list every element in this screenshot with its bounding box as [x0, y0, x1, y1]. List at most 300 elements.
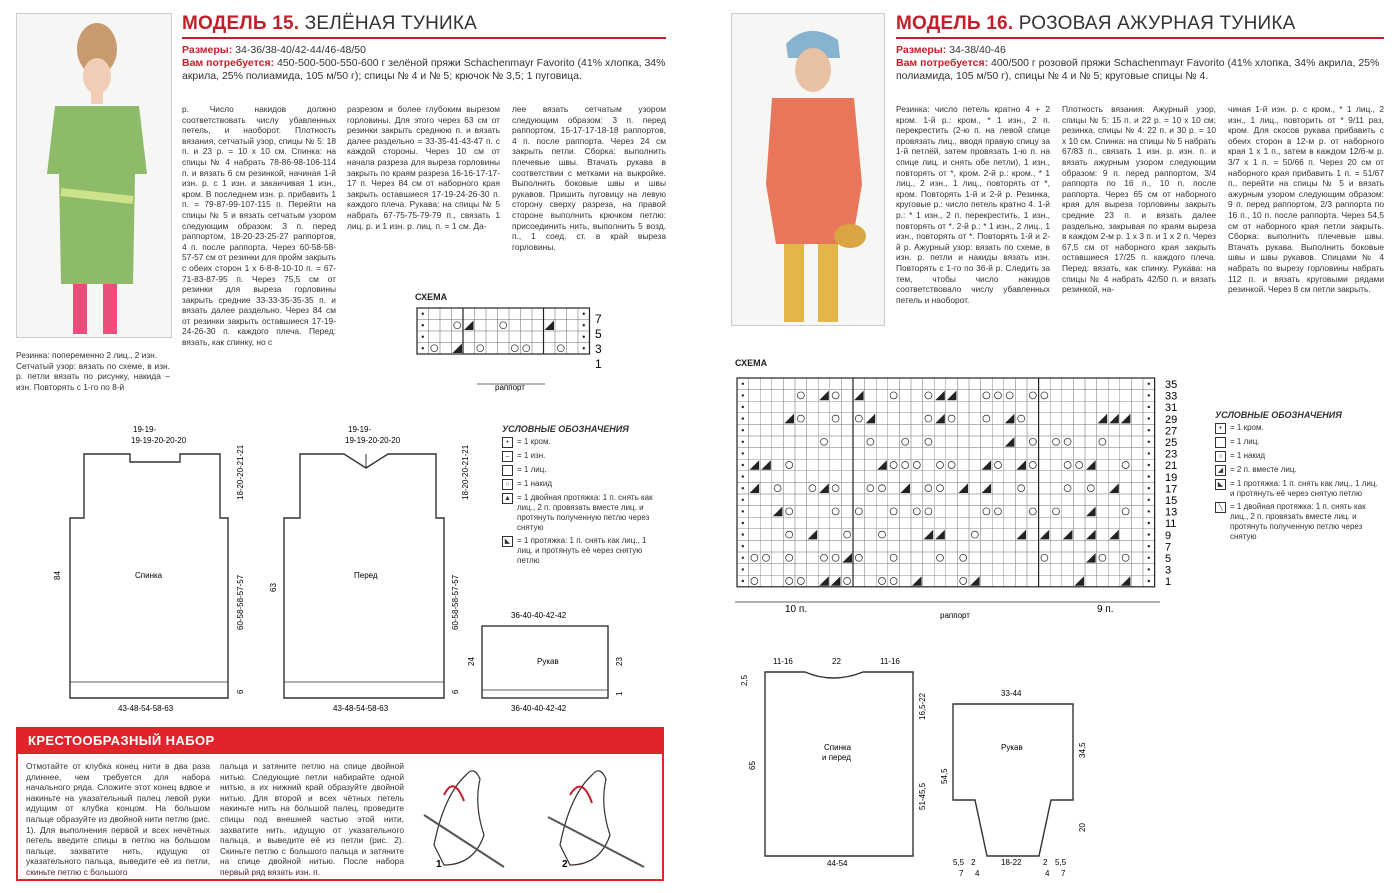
schema-cell	[1004, 390, 1016, 402]
schema-cell	[1004, 471, 1016, 483]
schema-cell	[1039, 378, 1051, 390]
schema-cell	[923, 390, 935, 402]
model16-schema-row-numbers	[1165, 379, 1177, 588]
schema-cell	[946, 378, 958, 390]
schema-cell	[888, 506, 900, 518]
schema-symbol	[583, 336, 585, 338]
schema-cell	[992, 506, 1004, 518]
schema-cell	[818, 529, 830, 541]
schema-cell	[1120, 482, 1132, 494]
schema-symbol	[1087, 485, 1094, 492]
model16-schema-row-number: 27	[1165, 425, 1178, 438]
schema-cell	[1039, 564, 1051, 576]
schema-cell	[981, 378, 993, 390]
model15-front-rib: 6	[451, 689, 460, 694]
schema-symbol	[925, 508, 932, 515]
schema-cell	[853, 540, 865, 552]
schema-cell	[760, 494, 772, 506]
schema-cell	[1097, 552, 1109, 564]
schema-symbol	[477, 345, 484, 352]
schema-symbol	[422, 336, 424, 338]
schema-cell	[795, 552, 807, 564]
model16-body-shoulder: 16,5-22	[918, 692, 927, 720]
schema-cell	[969, 529, 981, 541]
schema-cell	[888, 424, 900, 436]
schema-cell	[807, 401, 819, 413]
schema-cell	[521, 343, 533, 355]
schema-cell	[783, 448, 795, 460]
model16-schema-row-number: 21	[1165, 460, 1178, 473]
schema-symbol	[983, 508, 990, 515]
schema-cell	[1073, 506, 1085, 518]
schema-cell	[1097, 517, 1109, 529]
schema-cell	[911, 506, 923, 518]
schema-cell	[876, 448, 888, 460]
schema-cell	[957, 401, 969, 413]
schema-cell	[463, 331, 475, 343]
schema-cell	[429, 331, 441, 343]
model15-patterns	[48, 420, 638, 720]
model16-schema	[735, 374, 1195, 624]
schema-cell	[1039, 482, 1051, 494]
schema-cell	[1004, 494, 1016, 506]
schema-cell	[1050, 529, 1062, 541]
schema-cell	[1039, 459, 1051, 471]
schema-symbol	[808, 530, 818, 540]
schema-cell	[795, 494, 807, 506]
schema-cell	[888, 413, 900, 425]
schema-cell	[1039, 424, 1051, 436]
schema-symbol	[784, 414, 794, 424]
schema-cell	[865, 540, 877, 552]
model15-legend-4: = 1 двойная протяжка: 1 п. снять как лиц., 2 п. провязать вместе лиц. и протянуть полученную петлю через снятую	[517, 493, 653, 532]
knit-icon	[1215, 437, 1226, 448]
schema-symbol	[545, 321, 555, 331]
schema-symbol	[1148, 464, 1150, 466]
schema-cell	[981, 390, 993, 402]
model16-schema-rapport: раппорт	[940, 611, 970, 620]
schema-cell	[783, 564, 795, 576]
schema-symbol	[1064, 462, 1071, 469]
schema-cell	[1085, 424, 1097, 436]
schema-symbol	[742, 533, 744, 535]
model16-schema-grid	[737, 378, 1155, 587]
schema-cell	[992, 436, 1004, 448]
model15-front-label: Перед	[354, 571, 378, 580]
schema-cell	[772, 459, 784, 471]
schema-cell	[1062, 448, 1074, 460]
schema-cell	[865, 529, 877, 541]
model15-sleeve-side: 23	[615, 657, 624, 666]
schema-cell	[934, 564, 946, 576]
model15-title	[182, 13, 477, 35]
schema-cell	[1004, 552, 1016, 564]
schema-cell	[1039, 448, 1051, 460]
schema-cell	[841, 401, 853, 413]
schema-symbol	[1006, 392, 1013, 399]
model16-title	[896, 13, 1296, 35]
schema-cell	[783, 424, 795, 436]
schema-symbol	[1040, 530, 1050, 540]
schema-symbol	[422, 313, 424, 315]
model16-meta	[896, 44, 1384, 83]
schema-cell	[555, 343, 567, 355]
schema-cell	[1050, 564, 1062, 576]
schema-symbol	[890, 392, 897, 399]
schema-cell	[1108, 517, 1120, 529]
model15-number: МОДЕЛЬ 15.	[182, 13, 300, 34]
schema-cell	[1073, 494, 1085, 506]
schema-cell	[841, 482, 853, 494]
schema-cell	[1073, 448, 1085, 460]
schema-symbol	[982, 460, 992, 470]
model15-sleeve-height: 24	[467, 657, 476, 666]
schema-cell	[1120, 494, 1132, 506]
schema-symbol	[1098, 414, 1108, 424]
schema-cell	[946, 424, 958, 436]
schema-symbol	[786, 508, 793, 515]
schema-cell	[818, 448, 830, 460]
schema-cell	[911, 436, 923, 448]
schema-cell	[934, 540, 946, 552]
model16-sleeve-b1: 5,5	[953, 858, 965, 867]
schema-cell	[1027, 424, 1039, 436]
schema-symbol	[1148, 510, 1150, 512]
model16-sleeve-b4: 2	[1043, 858, 1048, 867]
schema-symbol	[902, 438, 909, 445]
schema-symbol	[742, 475, 744, 477]
schema-cell	[544, 343, 556, 355]
model16-schema-right: 9 п.	[1097, 604, 1114, 615]
schema-cell	[992, 401, 1004, 413]
model16-sleeve-rib: 20	[1078, 823, 1087, 832]
schema-cell	[1015, 564, 1027, 576]
schema-cell	[475, 331, 487, 343]
schema-cell	[1027, 529, 1039, 541]
schema-cell	[911, 471, 923, 483]
model15-schema-rapport: раппорт	[495, 383, 525, 392]
schema-cell	[957, 459, 969, 471]
schema-cell	[888, 494, 900, 506]
schema-symbol	[742, 557, 744, 559]
schema-cell	[1027, 459, 1039, 471]
schema-cell	[1027, 494, 1039, 506]
model15-mesh-text: Сетчатый узор: вязать по схеме, в изн. р. петли вязать по рисунку, накида – изн. Повторять с 1-го по 8-й	[16, 360, 170, 392]
schema-cell	[830, 552, 842, 564]
schema-cell	[1062, 436, 1074, 448]
model16-schema-row-number: 13	[1165, 506, 1178, 519]
schema-cell	[911, 390, 923, 402]
schema-cell	[957, 378, 969, 390]
model15-sleeve-label: Рукав	[537, 657, 559, 666]
schema-cell	[981, 413, 993, 425]
schema-cell	[969, 378, 981, 390]
schema-cell	[1062, 401, 1074, 413]
schema-symbol	[925, 438, 932, 445]
schema-cell	[429, 320, 441, 332]
schema-cell	[946, 564, 958, 576]
schema-cell	[795, 448, 807, 460]
schema-cell	[807, 494, 819, 506]
schema-cell	[1131, 482, 1143, 494]
schema-cell	[969, 471, 981, 483]
model16-sleeve-b3: 18-22	[1001, 858, 1022, 867]
schema-cell	[1062, 552, 1074, 564]
schema-cell	[981, 517, 993, 529]
schema-cell	[807, 424, 819, 436]
schema-cell	[992, 459, 1004, 471]
schema-cell	[899, 529, 911, 541]
schema-symbol	[583, 347, 585, 349]
schema-symbol	[1148, 441, 1150, 443]
model15-sleeve-top: 36-40-40-42-42	[511, 611, 567, 620]
schema-cell	[1073, 459, 1085, 471]
schema-cell	[760, 471, 772, 483]
schema-cell	[749, 494, 761, 506]
schema-cell	[888, 540, 900, 552]
schema-symbol	[1041, 392, 1048, 399]
schema-symbol	[1076, 462, 1083, 469]
schema-cell	[807, 436, 819, 448]
schema-cell	[749, 529, 761, 541]
schema-cell	[760, 552, 772, 564]
schema-cell	[1097, 540, 1109, 552]
schema-cell	[957, 471, 969, 483]
schema-symbol	[913, 462, 920, 469]
schema-cell	[981, 552, 993, 564]
schema-cell	[555, 308, 567, 320]
schema-cell	[841, 390, 853, 402]
schema-cell	[1108, 506, 1120, 518]
model16-legend-1: = 1 лиц.	[1230, 437, 1260, 446]
schema-cell	[934, 482, 946, 494]
schema-cell	[1120, 390, 1132, 402]
schema-cell	[440, 320, 452, 332]
schema-cell	[830, 424, 842, 436]
schema-symbol	[797, 392, 804, 399]
model16-sleeve-piece	[953, 704, 1073, 856]
schema-cell	[853, 506, 865, 518]
schema-cell	[807, 575, 819, 587]
schema-cell	[1085, 494, 1097, 506]
schema-cell	[1108, 448, 1120, 460]
schema-cell	[923, 436, 935, 448]
schema-cell	[876, 390, 888, 402]
model16-sizes: 34-38/40-46	[949, 44, 1006, 56]
schema-cell	[1015, 448, 1027, 460]
schema-symbol	[855, 415, 862, 422]
schema-cell	[1050, 517, 1062, 529]
schema-cell	[567, 308, 579, 320]
schema-cell	[486, 320, 498, 332]
model15-photo-illustration	[17, 14, 171, 337]
model15-front-side-top: 18-20-20-21-21	[461, 444, 470, 500]
schema-symbol	[913, 508, 920, 515]
schema-symbol	[774, 485, 781, 492]
schema-symbol	[983, 392, 990, 399]
model15-front-top: 19-19-20-20-20	[345, 436, 401, 445]
schema-cell	[1050, 436, 1062, 448]
schema-symbol	[809, 485, 816, 492]
schema-cell	[1015, 517, 1027, 529]
schema-symbol	[742, 522, 744, 524]
schema-cell	[1073, 413, 1085, 425]
schema-symbol	[937, 554, 944, 561]
schema-cell	[876, 471, 888, 483]
model16-sleeve-side: 34,5	[1078, 742, 1087, 758]
schema-cell	[795, 540, 807, 552]
schema-cell	[934, 378, 946, 390]
schema-cell	[807, 448, 819, 460]
schema-cell	[772, 517, 784, 529]
schema-symbol	[844, 578, 851, 585]
schema-cell	[532, 308, 544, 320]
schema-cell	[772, 436, 784, 448]
model16-photo-illustration	[732, 14, 884, 325]
schema-symbol	[995, 462, 1002, 469]
model15-sizes: 34-36/38-40/42-44/46-48/50	[235, 44, 366, 56]
schema-cell	[946, 471, 958, 483]
model16-schema-row-number: 29	[1165, 413, 1178, 426]
schema-cell	[957, 540, 969, 552]
model16-name: РОЗОВАЯ АЖУРНАЯ ТУНИКА	[1018, 13, 1296, 34]
selvedge-icon: •	[502, 437, 513, 448]
schema-symbol	[1053, 508, 1060, 515]
model16-sleeve-top: 33-44	[1001, 689, 1022, 698]
schema-cell	[923, 424, 935, 436]
schema-cell	[865, 448, 877, 460]
schema-cell	[865, 482, 877, 494]
schema-cell	[452, 320, 464, 332]
model15-legend-title: УСЛОВНЫЕ ОБОЗНАЧЕНИЯ	[502, 424, 629, 434]
cast-on-illustrations	[414, 755, 658, 875]
schema-cell	[807, 517, 819, 529]
schema-cell	[1039, 436, 1051, 448]
schema-symbol	[1029, 462, 1036, 469]
schema-cell	[498, 320, 510, 332]
schema-cell	[783, 436, 795, 448]
schema-cell	[509, 343, 521, 355]
schema-cell	[969, 540, 981, 552]
schema-cell	[841, 459, 853, 471]
schema-cell	[853, 564, 865, 576]
schema-cell	[830, 401, 842, 413]
schema-symbol	[960, 554, 967, 561]
schema-cell	[946, 401, 958, 413]
schema-cell	[1131, 378, 1143, 390]
schema-cell	[1015, 471, 1027, 483]
model16-sleeve-s4: 7	[1061, 869, 1066, 878]
schema-symbol	[937, 462, 944, 469]
schema-cell	[1097, 575, 1109, 587]
schema-cell	[969, 552, 981, 564]
model16-schema-row-number: 31	[1165, 402, 1178, 415]
schema-cell	[1015, 401, 1027, 413]
schema-cell	[1120, 401, 1132, 413]
schema-cell	[795, 401, 807, 413]
schema-cell	[934, 494, 946, 506]
schema-symbol	[935, 530, 945, 540]
schema-cell	[1004, 506, 1016, 518]
schema-symbol	[1016, 460, 1026, 470]
schema-cell	[957, 564, 969, 576]
schema-cell	[1015, 540, 1027, 552]
schema-cell	[830, 378, 842, 390]
schema-cell	[532, 343, 544, 355]
schema-cell	[1015, 575, 1027, 587]
schema-cell	[992, 575, 1004, 587]
schema-cell	[749, 390, 761, 402]
schema-cell	[772, 471, 784, 483]
schema-cell	[830, 471, 842, 483]
schema-cell	[772, 529, 784, 541]
model16-schema-row-number: 11	[1165, 518, 1177, 531]
model16-sleeve-b5: 5,5	[1055, 858, 1067, 867]
model16-body-label-b: и перед	[822, 753, 851, 762]
schema-symbol	[1053, 438, 1060, 445]
schema-cell	[1015, 413, 1027, 425]
schema-cell	[795, 506, 807, 518]
hand-icon-2	[560, 771, 610, 865]
schema-symbol	[1005, 437, 1015, 447]
schema-symbol	[1086, 460, 1096, 470]
model16-legend-title: УСЛОВНЫЕ ОБОЗНАЧЕНИЯ	[1215, 410, 1342, 420]
model15-title-rule	[182, 37, 666, 39]
schema-symbol	[742, 545, 744, 547]
model15-back-side-top: 18-20-20-21-21	[236, 444, 245, 500]
schema-cell	[899, 552, 911, 564]
schema-cell	[911, 517, 923, 529]
schema-symbol	[742, 406, 744, 408]
schema-symbol	[879, 485, 886, 492]
schema-cell	[899, 436, 911, 448]
schema-cell	[853, 424, 865, 436]
schema-symbol	[1086, 553, 1096, 563]
schema-cell	[1108, 378, 1120, 390]
schema-cell	[911, 482, 923, 494]
schema-cell	[1120, 529, 1132, 541]
schema-symbol	[431, 345, 438, 352]
schema-cell	[853, 471, 865, 483]
model16-legend-3: = 2 п. вместе лиц.	[1230, 465, 1297, 474]
schema-cell	[923, 517, 935, 529]
schema-cell	[830, 506, 842, 518]
schema-cell	[876, 552, 888, 564]
schema-cell	[981, 564, 993, 576]
model15-back-bottom: 43-48-54-58-63	[118, 704, 174, 713]
schema-cell	[981, 471, 993, 483]
model16-legend-5: = 1 двойная протяжка: 1 п. снять как лиц., 2 п. провязать вместе лиц. и протянуть полученную петлю через снятую	[1230, 502, 1366, 541]
schema-symbol	[797, 415, 804, 422]
model16-schema-left: 10 п.	[785, 604, 808, 615]
schema-cell	[1097, 471, 1109, 483]
schema-cell	[749, 378, 761, 390]
schema-cell	[934, 517, 946, 529]
model16-patterns	[735, 650, 1095, 880]
schema-cell	[841, 413, 853, 425]
schema-symbol	[924, 530, 934, 540]
schema-cell	[992, 517, 1004, 529]
schema-cell	[1073, 482, 1085, 494]
schema-cell	[1039, 471, 1051, 483]
schema-cell	[1062, 378, 1074, 390]
schema-cell	[899, 540, 911, 552]
schema-symbol	[1086, 507, 1096, 517]
schema-cell	[946, 448, 958, 460]
schema-cell	[841, 471, 853, 483]
schema-cell	[1108, 471, 1120, 483]
schema-symbol	[1148, 383, 1150, 385]
